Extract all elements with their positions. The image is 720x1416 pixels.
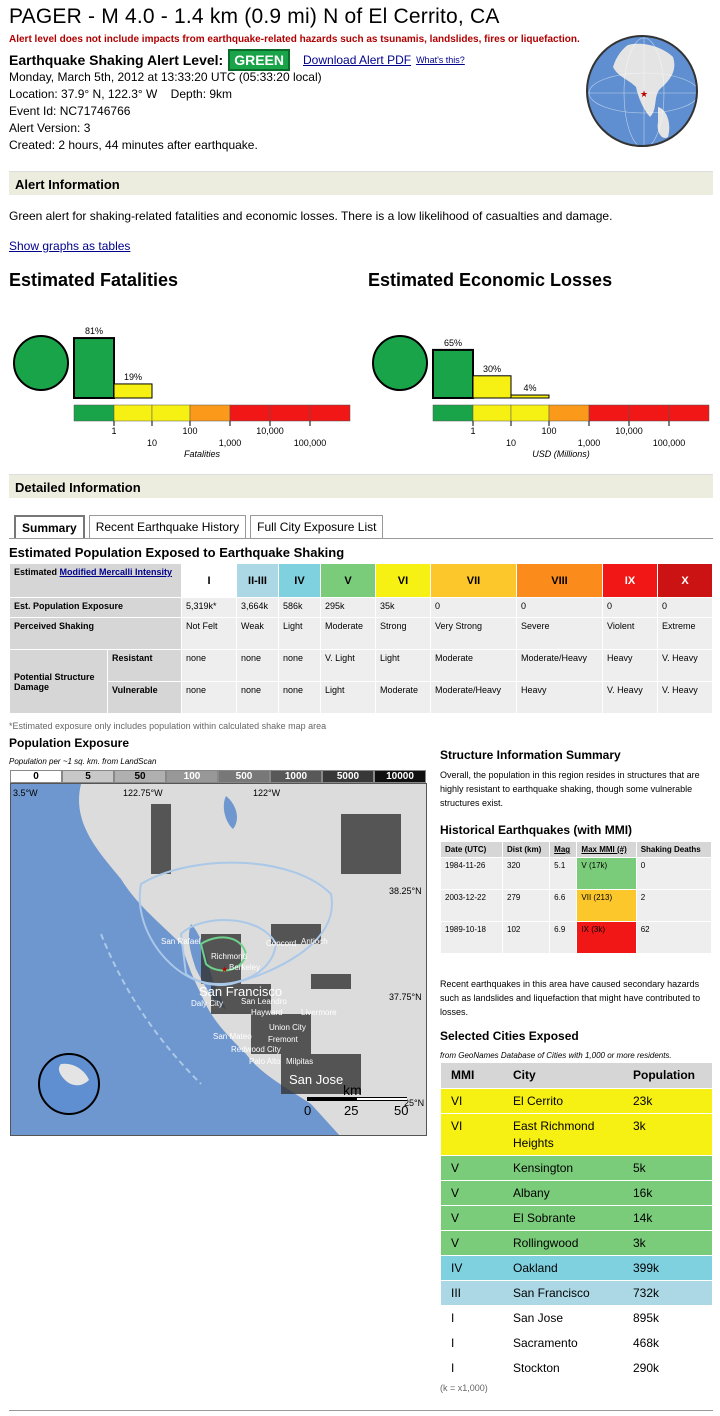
mmi-level-header: II-III <box>237 564 279 598</box>
city-row <box>441 1305 712 1330</box>
mmi-cell: Moderate <box>431 650 517 682</box>
mmi-cell: Not Felt <box>182 618 237 650</box>
mmi-cell: 35k <box>376 598 431 618</box>
city-row <box>441 1113 712 1155</box>
page-title: PAGER - M 4.0 - 1.4 km (0.9 mi) N of El Cerrito, CA <box>9 5 500 28</box>
probability-label: 30% <box>482 363 502 374</box>
city-cell: El Cerrito <box>503 1088 623 1113</box>
scale-segment <box>230 405 270 421</box>
probability-label: 81% <box>84 326 104 337</box>
scale-segment <box>190 405 230 421</box>
scale-tick: 25 <box>344 1103 359 1118</box>
probability-bar <box>433 350 473 398</box>
exposure-heading: Estimated Population Exposed to Earthquake Shaking <box>9 545 345 560</box>
show-graphs-link[interactable]: Show graphs as tables <box>9 239 131 253</box>
city-cell: El Sobrante <box>503 1205 623 1230</box>
lon-label: 122.75°W <box>123 788 163 798</box>
alert-info-heading: Alert Information <box>9 171 713 195</box>
inset-globe-icon <box>39 1054 99 1114</box>
mmi-cell: Light <box>279 618 321 650</box>
tick-label: 100,000 <box>652 438 686 448</box>
map-city-label: San Leandro <box>241 997 287 1006</box>
mmi-exposure-table <box>9 563 713 714</box>
historical-cell: 6.9 <box>550 922 577 954</box>
scale-segment <box>511 405 549 421</box>
historical-cell: VII (213) <box>577 890 636 922</box>
historical-cell: V (17k) <box>577 858 636 890</box>
pop-legend <box>10 770 426 783</box>
mmi-cell: none <box>237 682 279 714</box>
row-damage-label: Potential Structure Damage <box>10 650 108 714</box>
legend-swatch: 5000 <box>322 770 374 783</box>
historical-note: Recent earthquakes in this area have caused secondary hazards such as landslides and liquefaction that might have contributed to losses. <box>440 979 701 1017</box>
alert-color-circle <box>373 336 427 390</box>
alert-level-badge: GREEN <box>228 49 290 71</box>
tab-city-exposure[interactable]: Full City Exposure List <box>250 515 383 539</box>
globe-icon <box>588 37 698 147</box>
tick-label: 10,000 <box>615 426 643 436</box>
scale-segment <box>270 405 310 421</box>
legend-swatch: 100 <box>166 770 218 783</box>
historical-cell: 320 <box>503 858 550 890</box>
city-row <box>441 1355 712 1380</box>
mmi-level-header: VIII <box>517 564 603 598</box>
cities-header: MMI <box>441 1063 503 1088</box>
mmi-cell: 5,319k* <box>182 598 237 618</box>
city-cell: 399k <box>623 1255 712 1280</box>
fatalities-heading: Estimated Fatalities <box>9 270 179 290</box>
mmi-cell: V. Heavy <box>658 650 713 682</box>
city-cell: I <box>441 1355 503 1380</box>
lat-label: 25°N <box>404 1098 425 1108</box>
probability-label: 4% <box>523 383 537 394</box>
probability-label: 65% <box>443 337 463 348</box>
historical-cell: 62 <box>636 922 711 954</box>
mmi-cell: none <box>237 650 279 682</box>
map-city-label: Union City <box>269 1023 306 1032</box>
historical-heading: Historical Earthquakes (with MMI) <box>440 823 633 837</box>
lon-label: 122°W <box>253 788 281 798</box>
historical-header[interactable]: Mag <box>550 842 577 858</box>
alert-color-circle <box>14 336 68 390</box>
mmi-level-header: X <box>658 564 713 598</box>
mmi-cell: Moderate <box>376 682 431 714</box>
city-cell: I <box>441 1305 503 1330</box>
mmi-cell: none <box>279 682 321 714</box>
tick-label: 1 <box>470 426 476 436</box>
city-cell: Stockton <box>503 1355 623 1380</box>
city-cell: V <box>441 1155 503 1180</box>
map-city-label: San Francisco <box>199 984 283 999</box>
map-city-label: Palo Alto <box>249 1057 281 1066</box>
event-id: Event Id: NC71746766 <box>9 104 131 118</box>
cities-header: Population <box>623 1063 712 1088</box>
historical-cell: 2003-12-22 <box>441 890 503 922</box>
population-map <box>10 783 427 1136</box>
historical-header: Date (UTC) <box>441 842 503 858</box>
tick-label: 100 <box>541 426 557 436</box>
structure-text: Overall, the population in this region resides in structures that are highly resistant to earthquake shaking, though some vulnerable structures exist. <box>440 770 700 808</box>
mmi-cell: Light <box>376 650 431 682</box>
city-cell: 3k <box>623 1230 712 1255</box>
mmi-cell: none <box>182 650 237 682</box>
historical-cell: 2 <box>636 890 711 922</box>
city-cell: San Jose <box>503 1305 623 1330</box>
city-row <box>441 1230 712 1255</box>
mercalli-link[interactable]: Modified Mercalli Intensity <box>59 567 173 577</box>
probability-label: 19% <box>123 371 143 382</box>
mmi-cell: 295k <box>321 598 376 618</box>
map-city-label: San Jose <box>289 1072 344 1087</box>
map-city-label: Concord <box>266 939 297 948</box>
mmi-cell: Strong <box>376 618 431 650</box>
whats-this-link[interactable]: What's this? <box>416 55 465 65</box>
vulnerable-label: Vulnerable <box>108 682 182 714</box>
mmi-cell: 0 <box>431 598 517 618</box>
map-city-label: Fremont <box>268 1035 298 1044</box>
mmi-level-header: IX <box>603 564 658 598</box>
city-row <box>441 1255 712 1280</box>
city-cell: V <box>441 1205 503 1230</box>
resistant-label: Resistant <box>108 650 182 682</box>
mmi-level-header: IV <box>279 564 321 598</box>
city-cell: 14k <box>623 1205 712 1230</box>
probability-bar <box>114 384 152 398</box>
losses-heading: Estimated Economic Losses <box>368 270 613 290</box>
legend-swatch: 0 <box>10 770 62 783</box>
city-cell: 3k <box>623 1113 712 1155</box>
map-city-label: Richmond <box>211 952 248 961</box>
pop-map-heading: Population Exposure <box>9 736 130 750</box>
exposure-footnote: *Estimated exposure only includes population within calculated shake map area <box>9 721 327 731</box>
cities-subheading: from GeoNames Database of Cities with 1,000 or more residents. <box>440 1051 672 1060</box>
probability-bar <box>473 376 511 398</box>
historical-header: Shaking Deaths <box>636 842 711 858</box>
scale-segment <box>114 405 152 421</box>
city-cell: III <box>441 1280 503 1305</box>
row-shaking-label: Perceived Shaking <box>10 618 182 650</box>
scale-tick: 0 <box>304 1103 312 1118</box>
map-city-label: Daly City <box>191 999 224 1008</box>
map-city-label: Redwood City <box>231 1045 281 1054</box>
city-cell: Oakland <box>503 1255 623 1280</box>
lat-label: 38.25°N <box>389 886 422 896</box>
mmi-cell: Light <box>321 682 376 714</box>
city-cell: San Francisco <box>503 1280 623 1305</box>
legend-swatch: 50 <box>114 770 166 783</box>
tick-label: 1,000 <box>218 438 242 448</box>
scale-segment <box>433 405 473 421</box>
scale-label: km <box>343 1082 362 1098</box>
population-map-svg <box>11 784 427 1136</box>
city-row <box>441 1088 712 1113</box>
city-cell: Albany <box>503 1180 623 1205</box>
map-city-label: Antioch <box>301 937 328 946</box>
historical-cell: 279 <box>503 890 550 922</box>
mmi-cell: V. Light <box>321 650 376 682</box>
historical-cell: 1989-10-18 <box>441 922 503 954</box>
mmi-cell: 0 <box>658 598 713 618</box>
mmi-cell: Weak <box>237 618 279 650</box>
city-cell: 732k <box>623 1280 712 1305</box>
cities-footnote: (k = x1,000) <box>440 1383 488 1393</box>
city-cell: 16k <box>623 1180 712 1205</box>
legend-swatch: 5 <box>62 770 114 783</box>
historical-cell: 1984-11-26 <box>441 858 503 890</box>
svg-text:★: ★ <box>640 89 649 99</box>
scale-segment <box>629 405 669 421</box>
alert-level-row <box>9 49 465 71</box>
historical-cell: 0 <box>636 858 711 890</box>
legend-swatch: 1000 <box>270 770 322 783</box>
tick-label: 10 <box>146 438 158 448</box>
tick-label: 10,000 <box>256 426 284 436</box>
city-cell: 5k <box>623 1155 712 1180</box>
scale-segment <box>549 405 589 421</box>
mmi-header-cell <box>10 564 182 598</box>
map-city-label: Berkeley <box>229 963 261 972</box>
city-row <box>441 1155 712 1180</box>
probability-bar <box>74 338 114 398</box>
scale-segment <box>152 405 190 421</box>
map-city-label: Livermore <box>301 1008 337 1017</box>
event-details <box>9 69 322 154</box>
city-row <box>441 1280 712 1305</box>
epicenter-star-icon: ★ <box>221 965 229 974</box>
city-cell: V <box>441 1230 503 1255</box>
axis-label: Fatalities <box>183 449 221 459</box>
detail-tabs <box>14 515 383 539</box>
mmi-cell: 0 <box>517 598 603 618</box>
cities-header: City <box>503 1063 623 1088</box>
city-cell: IV <box>441 1255 503 1280</box>
scale-segment <box>473 405 511 421</box>
alert-level-label: Earthquake Shaking Alert Level: <box>9 52 224 68</box>
axis-label: USD (Millions) <box>532 449 590 459</box>
mmi-cell: 586k <box>279 598 321 618</box>
map-city-label: Milpitas <box>286 1057 314 1066</box>
city-row <box>441 1205 712 1230</box>
mmi-cell: Heavy <box>603 650 658 682</box>
scale-segment <box>669 405 709 421</box>
historical-table <box>440 841 712 954</box>
historical-header[interactable]: Max MMI (#) <box>577 842 636 858</box>
event-location: Location: 37.9° N, 122.3° W Depth: 9km <box>9 87 233 101</box>
tab-divider <box>9 538 713 539</box>
mmi-level-header: VI <box>376 564 431 598</box>
mmi-cell: Moderate <box>321 618 376 650</box>
tick-label: 1 <box>111 426 117 436</box>
city-cell: V <box>441 1180 503 1205</box>
legend-swatch: 10000 <box>374 770 426 783</box>
mmi-cell: 3,664k <box>237 598 279 618</box>
mmi-cell: V. Heavy <box>603 682 658 714</box>
pop-map-caption: Population per ~1 sq. km. from LandScan <box>9 757 157 766</box>
lat-label: 37.75°N <box>389 992 422 1002</box>
created-time: Created: 2 hours, 44 minutes after earthquake. <box>9 138 258 152</box>
historical-header: Dist (km) <box>503 842 550 858</box>
city-cell: VI <box>441 1088 503 1113</box>
mmi-cell: Severe <box>517 618 603 650</box>
city-cell: Sacramento <box>503 1330 623 1355</box>
tick-label: 10 <box>505 438 517 448</box>
historical-cell: 102 <box>503 922 550 954</box>
city-cell: 468k <box>623 1330 712 1355</box>
cities-table <box>441 1063 712 1381</box>
map-city-label: San Mateo <box>213 1032 252 1041</box>
lon-label: 3.5°W <box>13 788 38 798</box>
city-cell: 290k <box>623 1355 712 1380</box>
mmi-cell: Extreme <box>658 618 713 650</box>
city-cell: Rollingwood <box>503 1230 623 1255</box>
alert-version: Alert Version: 3 <box>9 121 91 135</box>
alert-info-text: Green alert for shaking-related fatalities and economic losses. There is a low likelihood of casualties and damage. <box>9 209 613 223</box>
detailed-info-heading: Detailed Information <box>9 474 713 498</box>
map-city-label: San Rafael <box>161 937 201 946</box>
footer-divider <box>9 1410 713 1411</box>
mmi-cell: 0 <box>603 598 658 618</box>
legend-swatch: 500 <box>218 770 270 783</box>
mmi-cell: Very Strong <box>431 618 517 650</box>
scale-segment <box>310 405 350 421</box>
scale-segment <box>74 405 114 421</box>
city-cell: East Richmond Heights <box>503 1113 623 1155</box>
tick-label: 1,000 <box>577 438 601 448</box>
tick-label: 100,000 <box>293 438 327 448</box>
tab-recent-history[interactable]: Recent Earthquake History <box>89 515 246 539</box>
mmi-level-header: I <box>182 564 237 598</box>
map-city-label: Hayward <box>251 1008 283 1017</box>
mmi-cell: Moderate/Heavy <box>517 650 603 682</box>
probability-bar <box>511 395 549 398</box>
mmi-cell: Heavy <box>517 682 603 714</box>
city-cell: I <box>441 1330 503 1355</box>
mmi-cell: Moderate/Heavy <box>431 682 517 714</box>
mmi-cell: none <box>279 650 321 682</box>
scale-tick: 50 <box>394 1103 409 1118</box>
tick-label: 100 <box>182 426 198 436</box>
historical-cell: 6.6 <box>550 890 577 922</box>
mmi-level-header: VII <box>431 564 517 598</box>
mmi-level-header: V <box>321 564 376 598</box>
historical-cell: 5.1 <box>550 858 577 890</box>
mmi-header-prefix: Estimated <box>14 567 60 577</box>
city-row <box>441 1180 712 1205</box>
location-globe <box>586 35 698 147</box>
mmi-cell: Violent <box>603 618 658 650</box>
city-cell: VI <box>441 1113 503 1155</box>
event-date: Monday, March 5th, 2012 at 13:33:20 UTC (05:33:20 local) <box>9 70 322 84</box>
download-pdf-link[interactable]: Download Alert PDF <box>303 53 412 67</box>
cities-heading: Selected Cities Exposed <box>440 1029 579 1043</box>
hazard-warning: Alert level does not include impacts from earthquake-related hazards such as tsunamis, landslides, fires or liquefaction. <box>9 34 580 45</box>
structure-heading: Structure Information Summary <box>440 748 621 762</box>
city-cell: 895k <box>623 1305 712 1330</box>
city-cell: Kensington <box>503 1155 623 1180</box>
scale-segment <box>589 405 629 421</box>
row-pop-label: Est. Population Exposure <box>10 598 182 618</box>
mmi-cell: V. Heavy <box>658 682 713 714</box>
tab-summary[interactable]: Summary <box>14 515 85 539</box>
city-cell: 23k <box>623 1088 712 1113</box>
mmi-cell: none <box>182 682 237 714</box>
losses-chart <box>368 300 718 462</box>
fatalities-chart <box>9 300 359 462</box>
city-row <box>441 1330 712 1355</box>
historical-cell: IX (3k) <box>577 922 636 954</box>
